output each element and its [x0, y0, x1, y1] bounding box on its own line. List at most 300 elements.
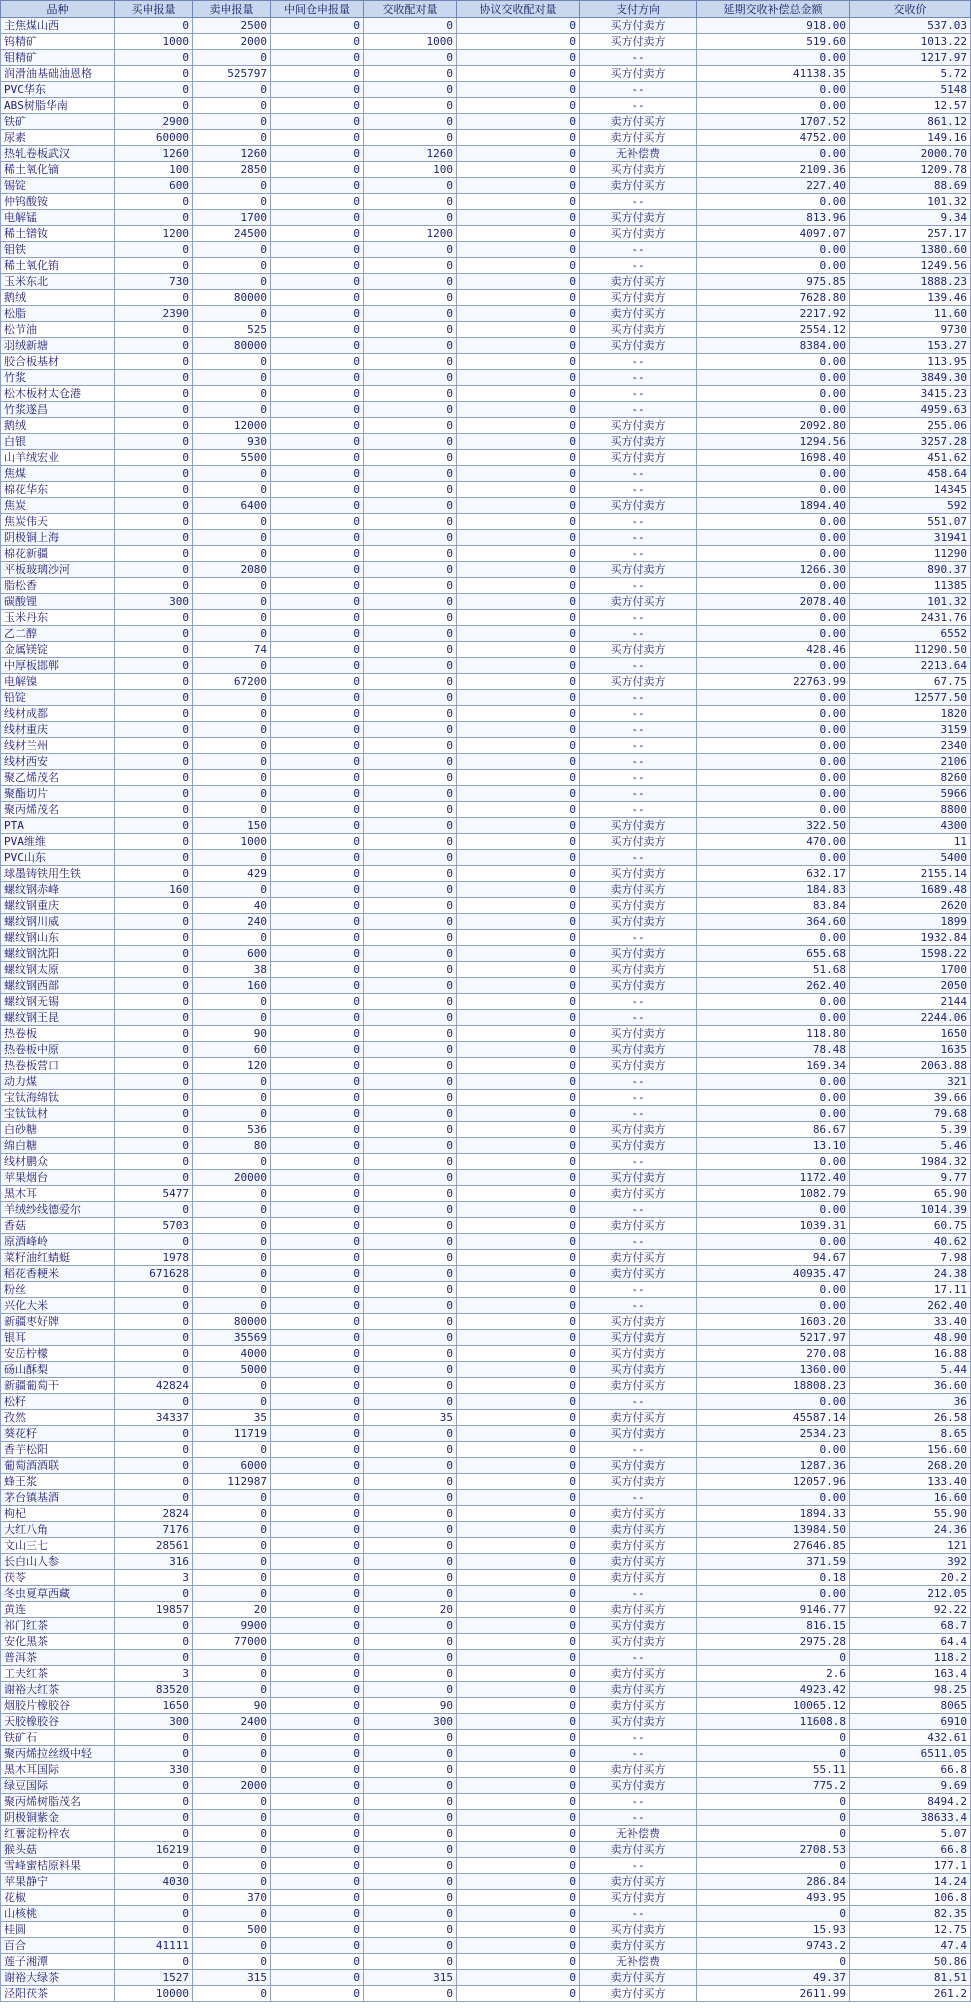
- cell-middle-warehouse: 0: [271, 322, 364, 338]
- cell-buy-declared: 0: [115, 706, 193, 722]
- cell-payment-direction: --: [580, 1154, 697, 1170]
- table-row: [1, 850, 971, 866]
- cell-delivery-matched: 0: [364, 1250, 457, 1266]
- cell-agreement-matched: 0: [457, 1346, 580, 1362]
- cell-payment-direction: 卖方付买方: [580, 1986, 697, 2002]
- cell-delivery-matched: 0: [364, 658, 457, 674]
- cell-sell-declared: 20: [193, 1602, 271, 1618]
- cell-agreement-matched: 0: [457, 1522, 580, 1538]
- table-row: [1, 98, 971, 114]
- table-row: [1, 1234, 971, 1250]
- cell-delivery-matched: 0: [364, 338, 457, 354]
- cell-payment-direction: --: [580, 1586, 697, 1602]
- cell-deferred-compensation: 118.80: [697, 1026, 850, 1042]
- table-row: [1, 1346, 971, 1362]
- cell-deferred-compensation: 1360.00: [697, 1362, 850, 1378]
- cell-buy-declared: 300: [115, 594, 193, 610]
- cell-delivery-price: 5.07: [850, 1826, 971, 1842]
- table-row: [1, 1698, 971, 1714]
- cell-delivery-matched: 0: [364, 626, 457, 642]
- table-row: [1, 1650, 971, 1666]
- cell-sell-declared: 80000: [193, 1314, 271, 1330]
- cell-deferred-compensation: 184.83: [697, 882, 850, 898]
- cell-sell-declared: 0: [193, 850, 271, 866]
- cell-product: 焦煤: [1, 466, 115, 482]
- cell-deferred-compensation: 9146.77: [697, 1602, 850, 1618]
- cell-agreement-matched: 0: [457, 258, 580, 274]
- cell-product: 安岳柠檬: [1, 1346, 115, 1362]
- cell-delivery-matched: 0: [364, 50, 457, 66]
- cell-delivery-price: 3415.23: [850, 386, 971, 402]
- table-row: [1, 1314, 971, 1330]
- cell-payment-direction: --: [580, 386, 697, 402]
- cell-deferred-compensation: 0: [697, 1826, 850, 1842]
- cell-agreement-matched: 0: [457, 354, 580, 370]
- cell-product: 谢裕大绿茶: [1, 1970, 115, 1986]
- cell-payment-direction: 买方付卖方: [580, 34, 697, 50]
- cell-deferred-compensation: 0.00: [697, 1586, 850, 1602]
- cell-buy-declared: 0: [115, 1890, 193, 1906]
- table-row: [1, 66, 971, 82]
- cell-buy-declared: 0: [115, 994, 193, 1010]
- cell-payment-direction: 卖方付买方: [580, 1522, 697, 1538]
- cell-delivery-price: 11290.50: [850, 642, 971, 658]
- cell-agreement-matched: 0: [457, 882, 580, 898]
- cell-agreement-matched: 0: [457, 530, 580, 546]
- table-row: [1, 242, 971, 258]
- cell-payment-direction: --: [580, 1282, 697, 1298]
- cell-payment-direction: 买方付卖方: [580, 1346, 697, 1362]
- cell-delivery-price: 8260: [850, 770, 971, 786]
- cell-agreement-matched: 0: [457, 1186, 580, 1202]
- cell-deferred-compensation: 2217.92: [697, 306, 850, 322]
- cell-sell-declared: 77000: [193, 1634, 271, 1650]
- cell-buy-declared: 0: [115, 1042, 193, 1058]
- cell-sell-declared: 500: [193, 1922, 271, 1938]
- cell-delivery-matched: 0: [364, 882, 457, 898]
- cell-payment-direction: 买方付卖方: [580, 962, 697, 978]
- cell-sell-declared: 0: [193, 1874, 271, 1890]
- table-row: [1, 1106, 971, 1122]
- cell-buy-declared: 0: [115, 978, 193, 994]
- cell-delivery-price: 3257.28: [850, 434, 971, 450]
- cell-agreement-matched: 0: [457, 834, 580, 850]
- cell-buy-declared: 0: [115, 930, 193, 946]
- cell-agreement-matched: 0: [457, 1666, 580, 1682]
- table-row: [1, 18, 971, 34]
- cell-agreement-matched: 0: [457, 786, 580, 802]
- cell-buy-declared: 0: [115, 1906, 193, 1922]
- cell-buy-declared: 5703: [115, 1218, 193, 1234]
- table-row: [1, 466, 971, 482]
- cell-buy-declared: 0: [115, 1618, 193, 1634]
- cell-payment-direction: 卖方付买方: [580, 1506, 697, 1522]
- cell-sell-declared: 0: [193, 1826, 271, 1842]
- cell-delivery-matched: 0: [364, 850, 457, 866]
- cell-middle-warehouse: 0: [271, 210, 364, 226]
- header-delivery-price: 交收价: [850, 1, 971, 18]
- cell-deferred-compensation: 2.6: [697, 1666, 850, 1682]
- cell-delivery-matched: 0: [364, 1922, 457, 1938]
- cell-payment-direction: 卖方付买方: [580, 1410, 697, 1426]
- cell-product: 聚丙烯树脂茂名: [1, 1794, 115, 1810]
- cell-delivery-matched: 0: [364, 1042, 457, 1058]
- cell-delivery-price: 6552: [850, 626, 971, 642]
- cell-deferred-compensation: 0.00: [697, 466, 850, 482]
- cell-payment-direction: --: [580, 770, 697, 786]
- cell-delivery-price: 2050: [850, 978, 971, 994]
- cell-middle-warehouse: 0: [271, 706, 364, 722]
- cell-payment-direction: --: [580, 1858, 697, 1874]
- cell-sell-declared: 0: [193, 626, 271, 642]
- cell-delivery-matched: 0: [364, 642, 457, 658]
- cell-buy-declared: 0: [115, 946, 193, 962]
- table-row: [1, 1634, 971, 1650]
- cell-product: 聚酯切片: [1, 786, 115, 802]
- cell-sell-declared: 2000: [193, 34, 271, 50]
- cell-delivery-matched: 0: [364, 914, 457, 930]
- table-row: [1, 418, 971, 434]
- cell-deferred-compensation: 0.00: [697, 626, 850, 642]
- cell-agreement-matched: 0: [457, 1234, 580, 1250]
- cell-payment-direction: 卖方付买方: [580, 1602, 697, 1618]
- cell-delivery-price: 432.61: [850, 1730, 971, 1746]
- cell-payment-direction: 卖方付买方: [580, 1970, 697, 1986]
- cell-payment-direction: 买方付卖方: [580, 1058, 697, 1074]
- cell-delivery-matched: 0: [364, 1090, 457, 1106]
- cell-buy-declared: 0: [115, 1314, 193, 1330]
- cell-deferred-compensation: 0.00: [697, 770, 850, 786]
- cell-delivery-matched: 0: [364, 1874, 457, 1890]
- cell-delivery-price: 6910: [850, 1714, 971, 1730]
- cell-agreement-matched: 0: [457, 802, 580, 818]
- cell-agreement-matched: 0: [457, 578, 580, 594]
- table-row: [1, 610, 971, 626]
- cell-agreement-matched: 0: [457, 1106, 580, 1122]
- cell-buy-declared: 0: [115, 354, 193, 370]
- cell-delivery-matched: 0: [364, 1170, 457, 1186]
- cell-deferred-compensation: 0.00: [697, 994, 850, 1010]
- cell-payment-direction: 买方付卖方: [580, 914, 697, 930]
- cell-sell-declared: 20000: [193, 1170, 271, 1186]
- cell-product: 球墨铸铁用生铁: [1, 866, 115, 882]
- cell-delivery-matched: 0: [364, 370, 457, 386]
- cell-middle-warehouse: 0: [271, 1842, 364, 1858]
- table-row: [1, 290, 971, 306]
- cell-deferred-compensation: 1707.52: [697, 114, 850, 130]
- cell-sell-declared: 0: [193, 1586, 271, 1602]
- cell-deferred-compensation: 0: [697, 1650, 850, 1666]
- cell-agreement-matched: 0: [457, 482, 580, 498]
- cell-product: 碳酸锂: [1, 594, 115, 610]
- cell-payment-direction: --: [580, 738, 697, 754]
- cell-product: 宝钛海绵钛: [1, 1090, 115, 1106]
- cell-sell-declared: 600: [193, 946, 271, 962]
- cell-delivery-matched: 0: [364, 674, 457, 690]
- cell-middle-warehouse: 0: [271, 146, 364, 162]
- cell-middle-warehouse: 0: [271, 1250, 364, 1266]
- table-row: [1, 834, 971, 850]
- cell-middle-warehouse: 0: [271, 818, 364, 834]
- cell-deferred-compensation: 0.00: [697, 146, 850, 162]
- table-row: [1, 1154, 971, 1170]
- cell-deferred-compensation: 0.00: [697, 98, 850, 114]
- cell-payment-direction: 卖方付买方: [580, 130, 697, 146]
- cell-agreement-matched: 0: [457, 114, 580, 130]
- cell-payment-direction: 买方付卖方: [580, 226, 697, 242]
- cell-buy-declared: 100: [115, 162, 193, 178]
- table-row: [1, 978, 971, 994]
- cell-sell-declared: 536: [193, 1122, 271, 1138]
- cell-deferred-compensation: 0.00: [697, 786, 850, 802]
- cell-buy-declared: 0: [115, 290, 193, 306]
- cell-middle-warehouse: 0: [271, 1298, 364, 1314]
- table-row: [1, 1426, 971, 1442]
- cell-delivery-price: 11385: [850, 578, 971, 594]
- cell-payment-direction: 卖方付买方: [580, 1554, 697, 1570]
- cell-product: 松木板材太仓港: [1, 386, 115, 402]
- cell-middle-warehouse: 0: [271, 1954, 364, 1970]
- cell-delivery-matched: 0: [364, 1458, 457, 1474]
- cell-sell-declared: 315: [193, 1970, 271, 1986]
- cell-deferred-compensation: 18808.23: [697, 1378, 850, 1394]
- cell-deferred-compensation: 0.00: [697, 1234, 850, 1250]
- cell-delivery-price: 458.64: [850, 466, 971, 482]
- cell-middle-warehouse: 0: [271, 1138, 364, 1154]
- cell-agreement-matched: 0: [457, 1250, 580, 1266]
- cell-sell-declared: 0: [193, 258, 271, 274]
- cell-payment-direction: --: [580, 258, 697, 274]
- cell-delivery-price: 9.69: [850, 1778, 971, 1794]
- cell-buy-declared: 0: [115, 562, 193, 578]
- cell-deferred-compensation: 5217.97: [697, 1330, 850, 1346]
- cell-product: 砀山酥梨: [1, 1362, 115, 1378]
- cell-payment-direction: --: [580, 1810, 697, 1826]
- cell-product: 热轧卷板武汉: [1, 146, 115, 162]
- cell-product: 仲钨酸铵: [1, 194, 115, 210]
- cell-middle-warehouse: 0: [271, 754, 364, 770]
- cell-middle-warehouse: 0: [271, 1506, 364, 1522]
- cell-payment-direction: --: [580, 722, 697, 738]
- cell-delivery-matched: 0: [364, 578, 457, 594]
- cell-sell-declared: 6400: [193, 498, 271, 514]
- cell-deferred-compensation: 0: [697, 1858, 850, 1874]
- cell-delivery-matched: 0: [364, 1266, 457, 1282]
- cell-delivery-price: 3849.30: [850, 370, 971, 386]
- cell-middle-warehouse: 0: [271, 642, 364, 658]
- cell-buy-declared: 1978: [115, 1250, 193, 1266]
- cell-product: 稻花香粳米: [1, 1266, 115, 1282]
- cell-buy-declared: 671628: [115, 1266, 193, 1282]
- cell-sell-declared: 0: [193, 930, 271, 946]
- cell-delivery-matched: 0: [364, 1842, 457, 1858]
- cell-sell-declared: 35: [193, 1410, 271, 1426]
- cell-product: 螺纹钢王昆: [1, 1010, 115, 1026]
- cell-product: 山羊绒宏业: [1, 450, 115, 466]
- cell-sell-declared: 0: [193, 546, 271, 562]
- cell-agreement-matched: 0: [457, 1682, 580, 1698]
- table-row: [1, 994, 971, 1010]
- cell-delivery-matched: 0: [364, 66, 457, 82]
- cell-sell-declared: 0: [193, 1010, 271, 1026]
- cell-deferred-compensation: 45587.14: [697, 1410, 850, 1426]
- cell-sell-declared: 0: [193, 98, 271, 114]
- table-row: [1, 1730, 971, 1746]
- cell-product: 动力煤: [1, 1074, 115, 1090]
- cell-delivery-price: 261.2: [850, 1986, 971, 2002]
- cell-product: 线材鹏众: [1, 1154, 115, 1170]
- cell-delivery-price: 118.2: [850, 1650, 971, 1666]
- cell-buy-declared: 0: [115, 322, 193, 338]
- cell-payment-direction: 买方付卖方: [580, 818, 697, 834]
- cell-buy-declared: 0: [115, 466, 193, 482]
- cell-payment-direction: --: [580, 610, 697, 626]
- cell-deferred-compensation: 0.00: [697, 1090, 850, 1106]
- cell-sell-declared: 0: [193, 1650, 271, 1666]
- cell-payment-direction: 买方付卖方: [580, 1042, 697, 1058]
- cell-sell-declared: 0: [193, 738, 271, 754]
- cell-payment-direction: 买方付卖方: [580, 162, 697, 178]
- cell-agreement-matched: 0: [457, 770, 580, 786]
- cell-buy-declared: 1260: [115, 146, 193, 162]
- cell-payment-direction: 买方付卖方: [580, 18, 697, 34]
- cell-product: PTA: [1, 818, 115, 834]
- cell-agreement-matched: 0: [457, 978, 580, 994]
- cell-product: 雪峰蜜桔原料果: [1, 1858, 115, 1874]
- cell-payment-direction: --: [580, 242, 697, 258]
- cell-delivery-matched: 0: [364, 1730, 457, 1746]
- cell-delivery-matched: 0: [364, 434, 457, 450]
- table-row: [1, 1394, 971, 1410]
- cell-sell-declared: 0: [193, 1954, 271, 1970]
- table-row: [1, 1778, 971, 1794]
- cell-payment-direction: 买方付卖方: [580, 866, 697, 882]
- cell-delivery-matched: 0: [364, 786, 457, 802]
- cell-payment-direction: 买方付卖方: [580, 978, 697, 994]
- table-row: [1, 1170, 971, 1186]
- cell-product: 祁门红茶: [1, 1618, 115, 1634]
- cell-delivery-price: 2144: [850, 994, 971, 1010]
- cell-middle-warehouse: 0: [271, 850, 364, 866]
- cell-deferred-compensation: 2611.99: [697, 1986, 850, 2002]
- cell-middle-warehouse: 0: [271, 1586, 364, 1602]
- cell-product: 主焦煤山西: [1, 18, 115, 34]
- cell-agreement-matched: 0: [457, 1650, 580, 1666]
- table-body: [1, 18, 971, 2002]
- cell-buy-declared: 0: [115, 1154, 193, 1170]
- cell-delivery-matched: 0: [364, 1202, 457, 1218]
- cell-buy-declared: 0: [115, 626, 193, 642]
- cell-sell-declared: 0: [193, 1570, 271, 1586]
- cell-sell-declared: 0: [193, 1202, 271, 1218]
- cell-deferred-compensation: 49.37: [697, 1970, 850, 1986]
- cell-product: 稀土镨钕: [1, 226, 115, 242]
- cell-middle-warehouse: 0: [271, 514, 364, 530]
- cell-sell-declared: 0: [193, 306, 271, 322]
- cell-payment-direction: 买方付卖方: [580, 1458, 697, 1474]
- cell-delivery-price: 268.20: [850, 1458, 971, 1474]
- cell-sell-declared: 0: [193, 994, 271, 1010]
- header-delivery-matched: 交收配对量: [364, 1, 457, 18]
- cell-delivery-matched: 0: [364, 194, 457, 210]
- cell-agreement-matched: 0: [457, 1570, 580, 1586]
- cell-buy-declared: 0: [115, 1074, 193, 1090]
- cell-sell-declared: 0: [193, 722, 271, 738]
- cell-product: 菜籽油红蜻蜓: [1, 1250, 115, 1266]
- cell-buy-declared: 0: [115, 386, 193, 402]
- cell-payment-direction: 无补偿费: [580, 1826, 697, 1842]
- cell-delivery-matched: 100: [364, 162, 457, 178]
- cell-middle-warehouse: 0: [271, 178, 364, 194]
- cell-sell-declared: 0: [193, 130, 271, 146]
- cell-product: PVA维维: [1, 834, 115, 850]
- cell-middle-warehouse: 0: [271, 82, 364, 98]
- header-deferred-compensation: 延期交收补偿总金额: [697, 1, 850, 18]
- cell-delivery-matched: 0: [364, 1074, 457, 1090]
- cell-middle-warehouse: 0: [271, 1746, 364, 1762]
- cell-delivery-matched: 0: [364, 242, 457, 258]
- cell-delivery-matched: 35: [364, 1410, 457, 1426]
- table-row: [1, 1090, 971, 1106]
- cell-product: PVC山东: [1, 850, 115, 866]
- cell-delivery-matched: 0: [364, 466, 457, 482]
- cell-delivery-matched: 1000: [364, 34, 457, 50]
- cell-middle-warehouse: 0: [271, 1906, 364, 1922]
- cell-buy-declared: 0: [115, 914, 193, 930]
- header-sell-declared: 卖申报量: [193, 1, 271, 18]
- cell-delivery-price: 48.90: [850, 1330, 971, 1346]
- cell-delivery-price: 101.32: [850, 194, 971, 210]
- cell-payment-direction: 卖方付买方: [580, 1186, 697, 1202]
- cell-payment-direction: 买方付卖方: [580, 322, 697, 338]
- cell-sell-declared: 0: [193, 402, 271, 418]
- cell-delivery-price: 8.65: [850, 1426, 971, 1442]
- cell-delivery-price: 11.60: [850, 306, 971, 322]
- cell-deferred-compensation: 0.00: [697, 1394, 850, 1410]
- cell-buy-declared: 0: [115, 690, 193, 706]
- cell-buy-declared: 0: [115, 818, 193, 834]
- cell-delivery-matched: 0: [364, 1106, 457, 1122]
- cell-delivery-matched: 0: [364, 354, 457, 370]
- cell-sell-declared: 2080: [193, 562, 271, 578]
- cell-buy-declared: 4030: [115, 1874, 193, 1890]
- cell-product: 铅锭: [1, 690, 115, 706]
- cell-delivery-price: 1820: [850, 706, 971, 722]
- cell-agreement-matched: 0: [457, 1746, 580, 1762]
- cell-payment-direction: 买方付卖方: [580, 1922, 697, 1938]
- cell-middle-warehouse: 0: [271, 1810, 364, 1826]
- cell-product: 热卷板营口: [1, 1058, 115, 1074]
- cell-delivery-price: 8494.2: [850, 1794, 971, 1810]
- cell-delivery-price: 79.68: [850, 1106, 971, 1122]
- cell-delivery-matched: 0: [364, 1026, 457, 1042]
- cell-buy-declared: 42824: [115, 1378, 193, 1394]
- cell-deferred-compensation: 2708.53: [697, 1842, 850, 1858]
- cell-deferred-compensation: 55.11: [697, 1762, 850, 1778]
- cell-product: 中厚板邯郸: [1, 658, 115, 674]
- cell-delivery-price: 11: [850, 834, 971, 850]
- cell-deferred-compensation: 0.00: [697, 370, 850, 386]
- cell-product: 线材兰州: [1, 738, 115, 754]
- table-row: [1, 146, 971, 162]
- cell-agreement-matched: 0: [457, 338, 580, 354]
- cell-product: 棉花华东: [1, 482, 115, 498]
- cell-delivery-price: 2340: [850, 738, 971, 754]
- cell-agreement-matched: 0: [457, 754, 580, 770]
- cell-delivery-matched: 0: [364, 1858, 457, 1874]
- cell-deferred-compensation: 0.00: [697, 706, 850, 722]
- cell-payment-direction: 无补偿费: [580, 146, 697, 162]
